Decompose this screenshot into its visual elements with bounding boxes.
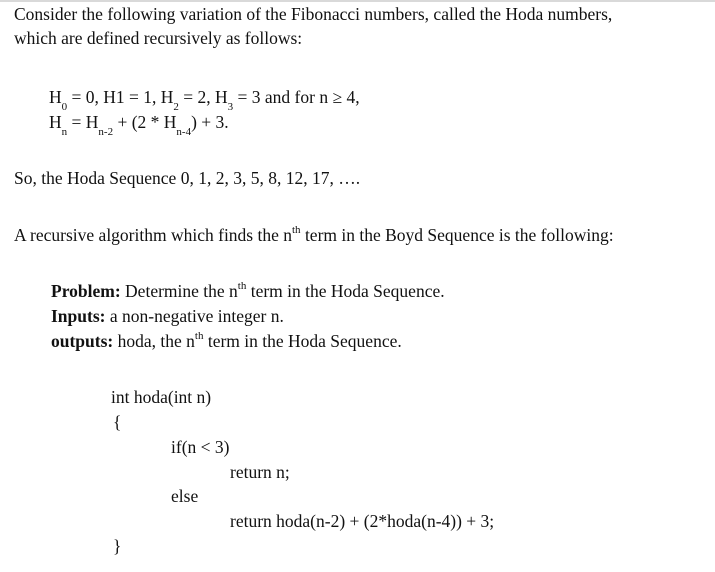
code-if-line: if(n < 3) [171,437,230,457]
def1-part2: = 2, H [178,87,228,107]
problem-text: Determine the n [120,281,238,301]
inputs-text: a non-negative integer n. [105,306,284,326]
intro-line-2: which are defined recursively as follows: [14,28,303,48]
algorithm-intro-text: A recursive algorithm which finds the n [14,225,292,245]
h3-subscript: 3 [227,100,234,113]
algorithm-intro [14,225,614,245]
n-minus-2-subscript: n-2 [98,125,114,138]
def2-part2: + (2 * H [113,112,177,132]
def1-part1: = 0, H1 = 1, H [67,87,174,107]
h2-subscript: 2 [173,100,179,113]
definition-line-2 [49,112,229,138]
code-else-line: else [171,486,199,506]
hn-subscript: n [61,125,68,138]
outputs-text: hoda, the n [113,331,195,351]
definition-line-1 [49,87,360,113]
intro-line-1: Consider the following variation of the Fibonacci numbers, called the Hoda numbers, [14,4,613,24]
h0-symbol: H [49,87,62,107]
inputs-label: Inputs: [51,306,106,326]
code-open-brace: { [113,412,122,432]
code-signature: int hoda(int n) [111,387,212,407]
problem-text-end: term in the Hoda Sequence. [246,281,445,301]
hn-symbol: H [49,112,62,132]
problem-line [51,281,445,301]
code-return-n: return n; [230,462,290,482]
problem-label: Problem: [51,281,121,301]
def2-part3: ) + 3. [191,112,229,132]
outputs-line [51,331,402,351]
top-divider [0,0,715,2]
code-return-recursive: return hoda(n-2) + (2*hoda(n-4)) + 3; [230,511,495,531]
def1-part3: = 3 and for n ≥ 4, [233,87,360,107]
algorithm-intro-text-end: term in the Boyd Sequence is the following: [300,225,614,245]
sequence-line: So, the Hoda Sequence 0, 1, 2, 3, 5, 8, 12, 17, …. [14,168,361,188]
code-close-brace: } [113,536,122,556]
inputs-line [51,306,284,326]
th-superscript: th [292,224,301,237]
th-superscript: th [237,280,247,293]
n-minus-4-subscript: n-4 [176,125,192,138]
outputs-label: outputs: [51,331,114,351]
h0-subscript: 0 [61,100,68,113]
def2-part1: = H [67,112,99,132]
outputs-text-end: term in the Hoda Sequence. [203,331,402,351]
th-superscript: th [194,330,204,343]
